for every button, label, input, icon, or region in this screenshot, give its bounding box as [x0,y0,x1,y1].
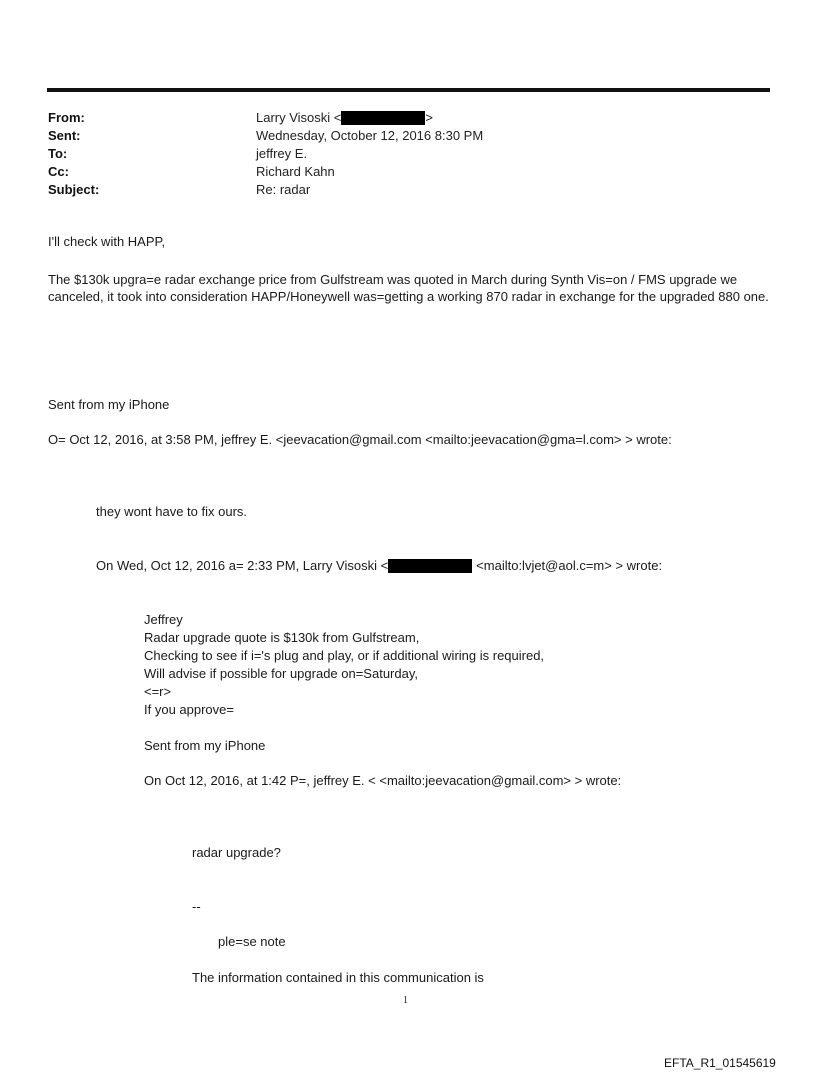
quote2-header-post: <mailto:lvjet@aol.c=m> > wrote: [476,558,663,573]
email-header [48,109,483,199]
sent-row [48,127,483,145]
q2-line-1: Jeffrey [144,612,183,627]
from-row [48,109,483,127]
quote2-header-pre: On Wed, Oct 12, 2016 a= 2:33 PM, Larry Visoski < [96,558,389,573]
sent-from-line: Sent from my iPhone [48,397,170,412]
quote2-header [96,557,662,574]
cc-label: Cc: [48,164,69,179]
bates-number: EFTA_R1_01545619 [664,1056,776,1070]
cc-row [48,163,483,181]
body-line-1: I'll check with HAPP, [48,234,166,249]
q2-line-3: Checking to see if i='s plug and play, or if additional wiring is required, [144,648,545,663]
from-label: From: [48,110,85,125]
header-rule [47,88,770,92]
q3-info: The information contained in this communication is [192,970,484,985]
q3-note: ple=se note [218,934,286,949]
from-close: > [425,110,433,125]
q2-line-6: If you approve= [144,702,234,717]
page-number: 1 [403,995,408,1006]
q2-sent-from: Sent from my iPhone [144,738,266,753]
sent-value: Wednesday, October 12, 2016 8:30 PM [256,128,484,143]
body-paragraph: The $130k upgra=e radar exchange price from Gulfstream was quoted in March during Synth Vis=on / FMS upgrade we canceled, it took into consideration HAPP/Honeywell was=getting a working 870 radar in exchange for the upgraded 880 one. [48,272,769,304]
subject-label: Subject: [48,182,100,197]
quote1-header: O= Oct 12, 2016, at 3:58 PM, jeffrey E. <jeevacation@gmail.com <mailto:jeevacation@gma=l.com> > wrote: [48,432,672,447]
redaction-box [388,559,472,573]
q3-sig-dash: -- [192,899,201,914]
redaction-box [341,111,425,125]
q2-line-2: Radar upgrade quote is $130k from Gulfstream, [144,630,420,645]
q3-line-1: radar upgrade? [192,845,281,860]
q2-line-4: Will advise if possible for upgrade on=Saturday, [144,666,418,681]
cc-value: Richard Kahn [256,164,335,179]
to-value: jeffrey E. [256,146,308,161]
to-row [48,145,483,163]
quote1-text: they wont have to fix ours. [96,504,248,519]
sent-label: Sent: [48,128,81,143]
subject-value: Re: radar [256,182,311,197]
from-name: Larry Visoski < [256,110,342,125]
from-value [256,109,433,127]
subject-row [48,181,483,199]
to-label: To: [48,146,68,161]
q2-line-5: <=r> [144,684,172,699]
quote3-header: On Oct 12, 2016, at 1:42 P=, jeffrey E. < <mailto:jeevacation@gmail.com> > wrote: [144,773,622,788]
